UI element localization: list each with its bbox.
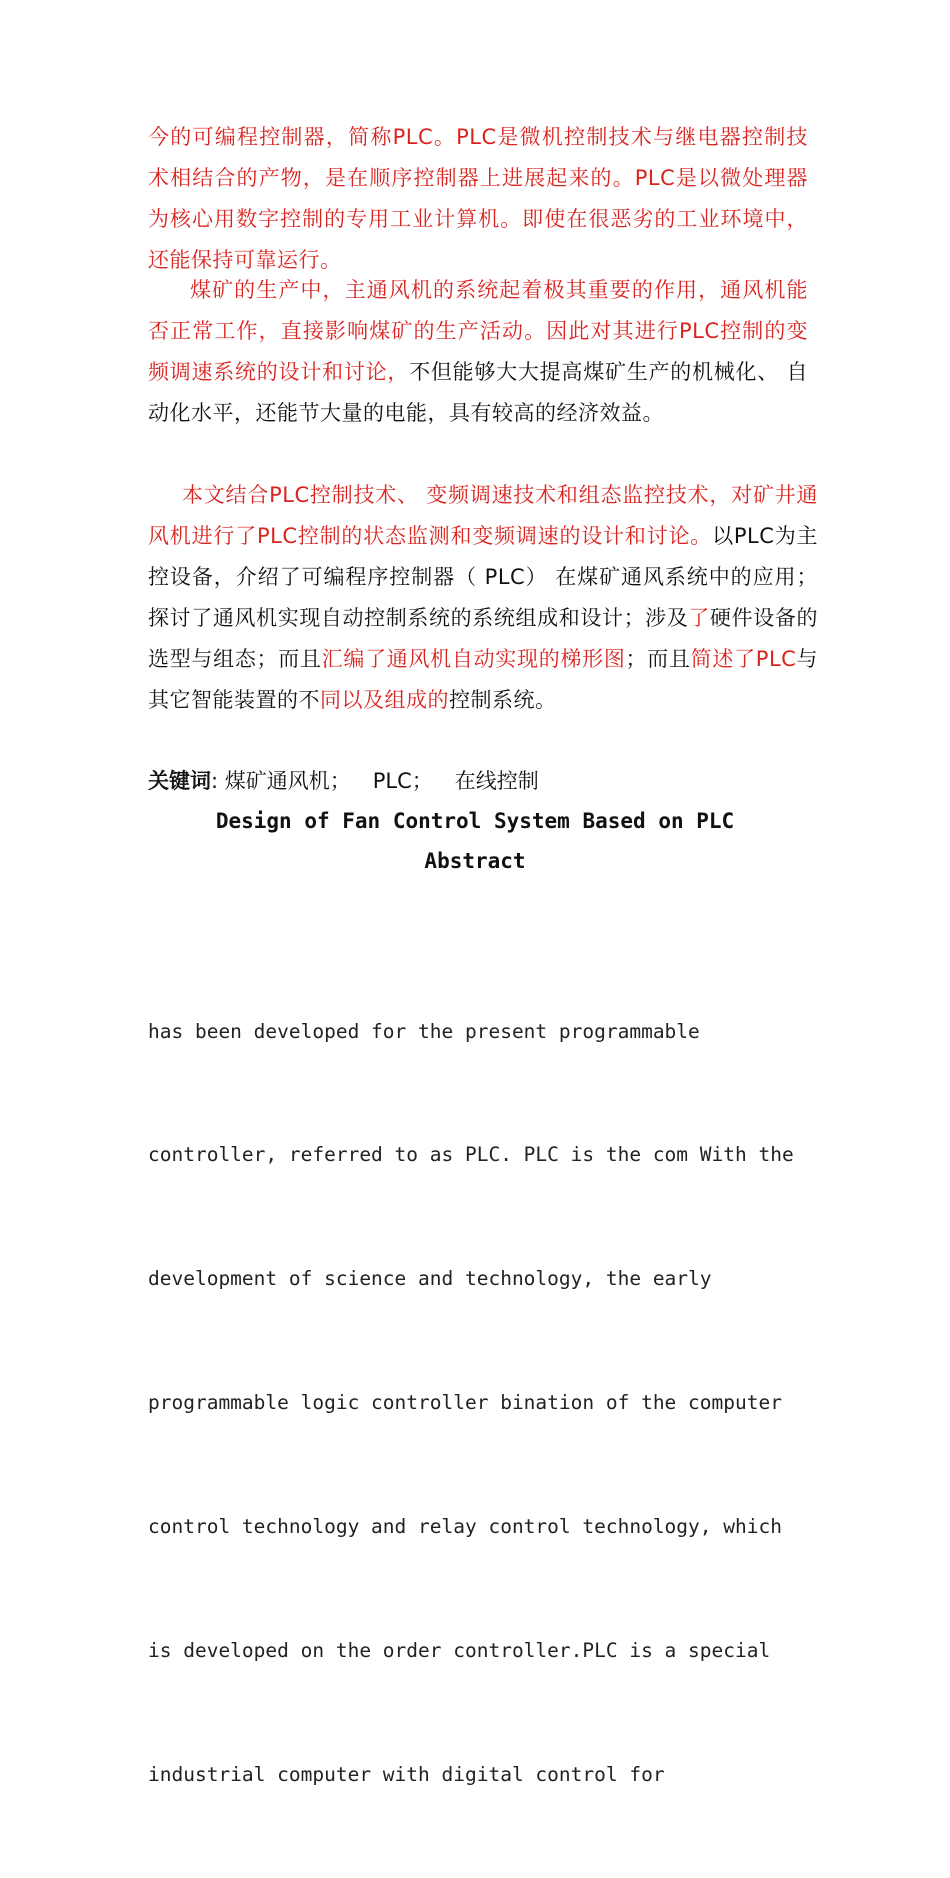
red-text-run: 煤矿的生产中，主通风机的系统起着极其重要的作用，通风机能否正常工作，直接影响煤矿的生产活动。因此对其进行PLC控制的变频调速系统的设计和讨论，	[148, 278, 808, 384]
text-run: 与其它智能装置的不	[148, 647, 819, 712]
text-run: 硬件设备的选型与组态；而且	[148, 606, 819, 671]
abstract-line: development of science and technology, the early	[148, 1267, 712, 1291]
keywords-label: 关键词	[148, 769, 211, 793]
chinese-paragraph-2	[148, 270, 808, 434]
abstract-line: programmable logic controller bination of the computer	[148, 1391, 782, 1415]
red-text-run: 今的可编程控制器，简称PLC。PLC是微机控制技术与继电器控制技术相结合的产物，是在顺序控制器上进展起来的。PLC是以微处理器为核心用数字控制的专用工业计算机。即使在很恶劣的工业环境中，还能保持可靠运行。	[148, 125, 808, 272]
chinese-paragraph-1	[148, 117, 808, 281]
keyword-item: 煤矿通风机；	[224, 769, 351, 793]
text-run: 不但能够大大提高煤矿生产的机械化、 自动化水平，还能节大量的电能，具有较高的经济效益。	[148, 360, 808, 425]
keywords-colon: :	[211, 769, 219, 793]
red-text-run: 本文结合PLC控制技术、 变频调速技术和组态监控技术，对矿井通风机进行了PLC控制的状态监测和变频调速的设计和讨论。	[148, 483, 818, 548]
text-run: 以PLC为主控设备，介绍了可编程序控制器（ PLC） 在煤矿通风系统中的应用；探讨了通风机实现自动控制系统的系统组成和设计；涉及	[148, 524, 818, 630]
abstract-heading: Abstract	[424, 849, 526, 873]
keyword-item: PLC；	[372, 769, 433, 793]
abstract-line: industrial computer with digital control for	[148, 1762, 665, 1786]
abstract-line: has been developed for the present programmable	[148, 1019, 700, 1043]
red-text-run: 同以及组成的	[320, 688, 449, 712]
english-abstract-body	[148, 928, 828, 1878]
abstract-line: controller, referred to as PLC. PLC is the com With the	[148, 1143, 794, 1167]
red-text-run: 了	[688, 606, 711, 630]
abstract-line: is developed on the order controller.PLC is a special	[148, 1639, 771, 1663]
keywords-line	[148, 761, 539, 802]
text-run: ；而且	[625, 647, 691, 671]
chinese-paragraph-3	[148, 475, 818, 721]
red-text-run: 简述了PLC	[690, 647, 797, 671]
keyword-item: 在线控制	[454, 769, 539, 793]
english-title: Design of Fan Control System Based on PLC	[215, 809, 735, 833]
abstract-line: control technology and relay control technology, which	[148, 1515, 782, 1539]
red-text-run: 汇编了通风机自动实现的梯形图	[321, 647, 626, 671]
text-run: 控制系统。	[449, 688, 557, 712]
